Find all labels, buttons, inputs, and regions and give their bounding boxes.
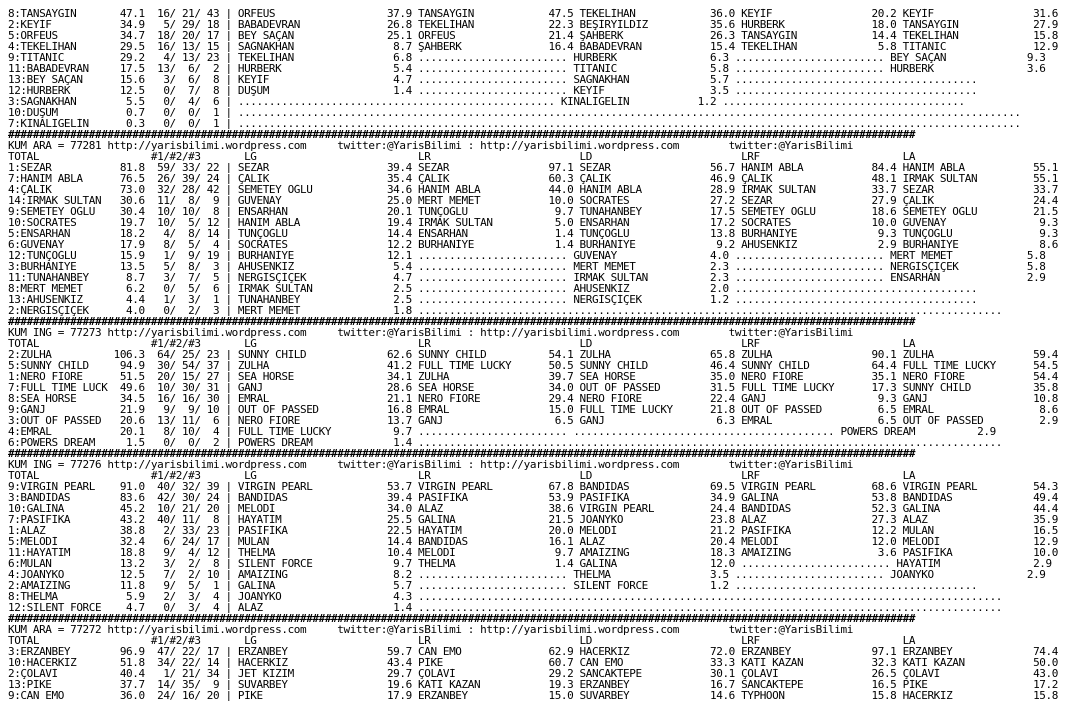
results-row: 3:SAĞNAKHAN 5.5 0/ 4/ 6 | ................................................... KINALIGELİN 1.2 .......................................: [8, 96, 965, 107]
results-row: 8:THELMA 5.9 2/ 3/ 4 | JOANYKO 4.3 ..............................................................................................: [8, 591, 1003, 602]
section-separator: ##################################################################################################################################################: [8, 613, 916, 624]
results-row: 3:ERZANBEY 96.9 47/ 22/ 17 | ERZANBEY 59.7 CAN EMO 62.9 HACERKIZ 72.0 ERZANBEY 97.1 ERZANBEY 74.4: [8, 646, 1058, 657]
results-row: 8:SEA HORSE 34.5 16/ 16/ 30 | EMRAL 21.1 NERO FIORE 29.4 NERO FIORE 22.4 GANJ 9.3 GANJ 10.8: [8, 393, 1058, 404]
results-row: 13:AHUSENKIZ 4.4 1/ 3/ 1 | TUNAHANBEY 2.5 ........................ NERGİSÇİÇEK 1.2 .......................................: [8, 294, 978, 305]
results-row: 2:ZÜLHA 106.3 64/ 25/ 23 | SUNNY CHILD 62.6 SUNNY CHILD 54.1 ZÜLHA 65.8 ZÜLHA 90.1 ZÜLHA 59.4: [8, 349, 1058, 360]
results-row: 12:SILENT FORCE 4.7 0/ 3/ 4 | ALAZ 1.4 ..............................................................................................: [8, 602, 1003, 613]
results-row: 1:SEZAR 81.8 59/ 33/ 22 | SEZAR 39.4 SEZAR 97.1 SEZAR 56.7 HANIM ABLA 84.4 HANIM ABLA 55.1: [8, 162, 1058, 173]
section-header-line: TOTAL #1/#2/#3 LG LR LD LRF LA: [8, 338, 916, 349]
results-row: 12:HÜRBERK 12.5 0/ 7/ 8 | DÜŞÜM 1.4 ........................ KEYİF 3.5 .......................................: [8, 85, 978, 96]
section-header-line: KUM ARA = 77272 http://yarisbilimi.wordpress.com twitter:@YarisBilimi : http://yarisbilimi.wordpress.com twitter:@YarisBilimi: [8, 624, 853, 635]
results-row: 6:GÜVENAY 17.9 8/ 5/ 4 | SOCRATES 12.2 BURHANİYE 1.4 BURHANİYE 9.2 AHUSENKIZ 2.9 BURHANİYE 8.6: [8, 239, 1058, 250]
results-row: 2:NERGİSÇİÇEK 4.0 0/ 2/ 3 | MERT MEMET 1.8 ..............................................................................................: [8, 305, 1003, 316]
results-row: 8:TANSAYGIN 47.1 16/ 21/ 43 | ORFEUS 37.9 TANSAYGIN 47.5 TEKELİHAN 36.0 KEYİF 20.2 KEYİF 31.6: [8, 8, 1058, 19]
results-row: 9:TITANIC 29.2 4/ 13/ 23 | TEKELİHAN 6.8 ........................ HÜRBERK 6.3 ........................ BEY SAÇAN 9.3: [8, 52, 1046, 63]
results-row: 4:JOANYKO 12.5 7/ 2/ 10 | AMAIZING 8.2 ........................ THELMA 3.5 ........................ JOANYKO 2.9: [8, 569, 1046, 580]
results-row: 2:ÇOLAVİ 40.4 1/ 21/ 34 | JET KIZIM 29.7 ÇOLAVİ 29.2 SANCAKTEPE 30.1 ÇOLAVİ 26.5 ÇOLAVİ 43.0: [8, 668, 1058, 679]
results-row: 13:PİKE 37.7 14/ 35/ 9 | SUVARBEY 19.6 KATI KAZAN 19.3 ERZANBEY 16.7 SANCAKTEPE 16.5 PİKE 17.2: [8, 679, 1058, 690]
results-row: 7:HANIM ABLA 76.5 26/ 39/ 24 | ÇALIK 35.4 ÇALIK 60.3 ÇALIK 46.9 ÇALIK 48.1 IRMAK SULTAN 55.1: [8, 173, 1058, 184]
results-row: 14:IRMAK SULTAN 30.6 11/ 8/ 9 | GÜVENAY 25.0 MERT MEMET 10.0 SOCRATES 27.2 SEZAR 27.9 ÇALIK 24.4: [8, 195, 1058, 206]
results-row: 4:ÇALIK 73.0 32/ 28/ 42 | SEMETEY OĞLU 34.6 HANIM ABLA 44.0 HANIM ABLA 28.9 IRMAK SULTAN 33.7 SEZAR 33.7: [8, 184, 1058, 195]
section-header-line: KUM ARA = 77281 http://yarisbilimi.wordpress.com twitter:@YarisBilimi : http://yarisbilimi.wordpress.com twitter:@YarisBilimi: [8, 140, 853, 151]
section-header-line: TOTAL #1/#2/#3 LG LR LD LRF LA: [8, 470, 916, 481]
section-separator: ##################################################################################################################################################: [8, 448, 916, 459]
results-row: 11:BABADEVRAN 17.5 13/ 6/ 2 | HÜRBERK 5.4 ........................ TITANIC 5.8 ........................ HÜRBERK 3.6: [8, 63, 1046, 74]
results-row: 1:NERO FIORE 51.5 20/ 15/ 27 | SEA HORSE 34.1 ZÜLHA 39.7 SEA HORSE 35.0 NERO FIORE 35.1 NERO FIORE 54.4: [8, 371, 1058, 382]
results-row: 2:KEYİF 34.9 5/ 29/ 18 | BABADEVRAN 26.8 TEKELİHAN 22.3 BEŞİRYILDIZ 35.6 HÜRBERK 18.0 TANSAYGIN 27.9: [8, 19, 1058, 30]
results-row: 6:MULAN 13.2 3/ 2/ 8 | SILENT FORCE 9.7 THELMA 1.4 GALINA 12.0 ........................ HAYATIM 2.9: [8, 558, 1052, 569]
section-header-line: TOTAL #1/#2/#3 LG LR LD LRF LA: [8, 635, 916, 646]
results-row: 7:KINALIGELİN 0.3 0/ 0/ 1 | ..............................................................................................................................: [8, 118, 1021, 129]
results-row: 5:SUNNY CHILD 94.9 30/ 54/ 37 | ZÜLHA 41.2 FULL TIME LUCKY 50.5 SUNNY CHILD 46.4 SUNNY CHILD 64.4 FULL TIME LUCKY 54.5: [8, 360, 1058, 371]
results-row: 5:ENSARHAN 18.2 4/ 8/ 14 | TUNÇOĞLU 14.4 ENSARHAN 1.4 TUNÇOĞLU 13.8 BURHANİYE 9.3 TUNÇOĞLU 9.3: [8, 228, 1058, 239]
results-row: 11:TUNAHANBEY 8.7 3/ 7/ 5 | NERGİSÇİÇEK 4.7 ........................ IRMAK SULTAN 2.3 ........................ ENSARHAN 2.9: [8, 272, 1046, 283]
results-row: 3:OUT OF PASSED 20.6 13/ 11/ 6 | NERO FIORE 13.7 GANJ 6.5 GANJ 6.3 EMRAL 6.5 OUT OF PASSED 2.9: [8, 415, 1058, 426]
results-row: 4:TEKELİHAN 29.5 16/ 13/ 15 | SAĞNAKHAN 8.7 ŞAHBERK 16.4 BABADEVRAN 15.4 TEKELİHAN 5.8 TITANIC 12.9: [8, 41, 1058, 52]
results-row: 3:BANDİDAS 83.6 42/ 30/ 24 | BANDİDAS 39.4 PASİFİKA 53.9 PASİFİKA 34.9 GALINA 53.8 BANDİDAS 49.4: [8, 492, 1058, 503]
results-row: 9:VIRGIN PEARL 91.0 40/ 32/ 39 | VIRGIN PEARL 53.7 VIRGIN PEARL 67.8 BANDİDAS 69.5 VIRGIN PEARL 68.6 VIRGIN PEARL 54.3: [8, 481, 1058, 492]
results-row: 13:BEY SAÇAN 15.6 3/ 6/ 8 | KEYİF 4.7 ........................ SAĞNAKHAN 5.7 .......................................: [8, 74, 978, 85]
results-row: 12:TUNÇOĞLU 15.9 1/ 9/ 19 | BURHANİYE 12.1 ........................ GÜVENAY 4.0 ........................ MERT MEMET 5.8: [8, 250, 1046, 261]
results-row: 7:PASİFİKA 43.2 40/ 11/ 8 | HAYATIM 25.5 GALINA 21.5 JOANYKO 23.8 ALAZ 27.3 ALAZ 35.9: [8, 514, 1058, 525]
results-row: 9:CAN EMO 36.0 24/ 16/ 20 | PİKE 17.9 ERZANBEY 15.0 SUVARBEY 14.6 TYPHOON 15.8 HACERKIZ 15.8: [8, 690, 1058, 701]
results-row: 10:SOCRATES 19.7 10/ 5/ 12 | HANIM ABLA 19.4 IRMAK SULTAN 5.0 ENSARHAN 17.2 SOCRATES 10.0 GÜVENAY 9.3: [8, 217, 1058, 228]
results-row: 10:HACERKIZ 51.8 34/ 22/ 14 | HACERKIZ 43.4 PİKE 60.7 CAN EMO 33.3 KATI KAZAN 32.3 KATI KAZAN 50.0: [8, 657, 1058, 668]
results-row: 1:ALAZ 38.8 2/ 33/ 23 | PASİFİKA 22.5 HAYATIM 20.0 MELODİ 21.2 PASİFİKA 12.2 MULAN 16.5: [8, 525, 1058, 536]
results-row: 11:HAYATIM 18.8 9/ 4/ 12 | THELMA 10.4 MELODİ 9.7 AMAIZING 18.3 AMAIZING 3.6 PASİFİKA 10.0: [8, 547, 1058, 558]
results-row: 9:SEMETEY OĞLU 30.4 10/ 10/ 8 | ENSARHAN 20.1 TUNÇOĞLU 9.7 TUNAHANBEY 17.5 SEMETEY OĞLU 18.6 SEMETEY OĞLU 21.5: [8, 206, 1058, 217]
results-row: 10:DÜŞÜM 0.7 0/ 0/ 1 | ..............................................................................................................................: [8, 107, 1021, 118]
results-row: 10:GALINA 45.2 10/ 21/ 20 | MELODİ 34.0 ALAZ 38.6 VIRGIN PEARL 24.4 BANDİDAS 52.3 GALINA 44.4: [8, 503, 1058, 514]
section-header-line: TOTAL #1/#2/#3 LG LR LD LRF LA: [8, 151, 916, 162]
results-row: 5:ORFEUS 34.7 18/ 20/ 17 | BEY SAÇAN 25.1 ORFEUS 21.4 ŞAHBERK 26.3 TANSAYGIN 14.4 TEKELİHAN 15.8: [8, 30, 1058, 41]
results-row: 4:EMRAL 20.1 8/ 10/ 4 | FULL TIME LUCKY 9.7 ........................ .......................................... POWERS DREAM 2.9: [8, 426, 996, 437]
section-separator: ##################################################################################################################################################: [8, 129, 916, 140]
results-row: 8:MERT MEMET 6.2 0/ 5/ 6 | IRMAK SULTAN 2.5 ........................ AHUSENKIZ 2.0 .......................................: [8, 283, 978, 294]
results-row: 7:FULL TIME LUCK 49.6 10/ 30/ 31 | GANJ 28.6 SEA HORSE 34.0 OUT OF PASSED 31.5 FULL TIME LUCKY 17.3 SUNNY CHILD 35.8: [8, 382, 1058, 393]
results-row: 3:BURHANİYE 13.5 5/ 8/ 3 | AHUSENKIZ 5.4 ........................ MERT MEMET 2.3 ........................ NERGİSÇİÇEK 5.8: [8, 261, 1046, 272]
results-row: 6:POWERS DREAM 1.5 0/ 0/ 2 | POWERS DREAM 1.4 ..............................................................................................: [8, 437, 1003, 448]
results-row: 5:MELODİ 32.4 6/ 24/ 17 | MULAN 14.4 BANDİDAS 16.1 ALAZ 20.4 MELODİ 12.0 MELODİ 12.9: [8, 536, 1058, 547]
section-header-line: KUM ING = 77276 http://yarisbilimi.wordpress.com twitter:@YarisBilimi : http://yarisbilimi.wordpress.com twitter:@YarisBilimi: [8, 459, 853, 470]
results-row: 2:AMAIZING 11.8 9/ 5/ 1 | GALINA 5.7 ........................ SILENT FORCE 1.2 .......................................: [8, 580, 978, 591]
section-header-line: KUM ING = 77273 http://yarisbilimi.wordpress.com twitter:@YarisBilimi : http://yarisbilimi.wordpress.com twitter:@YarisBilimi: [8, 327, 853, 338]
results-row: 9:GANJ 21.9 9/ 9/ 10 | OUT OF PASSED 16.8 EMRAL 15.0 FULL TIME LUCKY 21.8 OUT OF PASSED 6.5 EMRAL 8.6: [8, 404, 1058, 415]
section-separator: ##################################################################################################################################################: [8, 316, 916, 327]
